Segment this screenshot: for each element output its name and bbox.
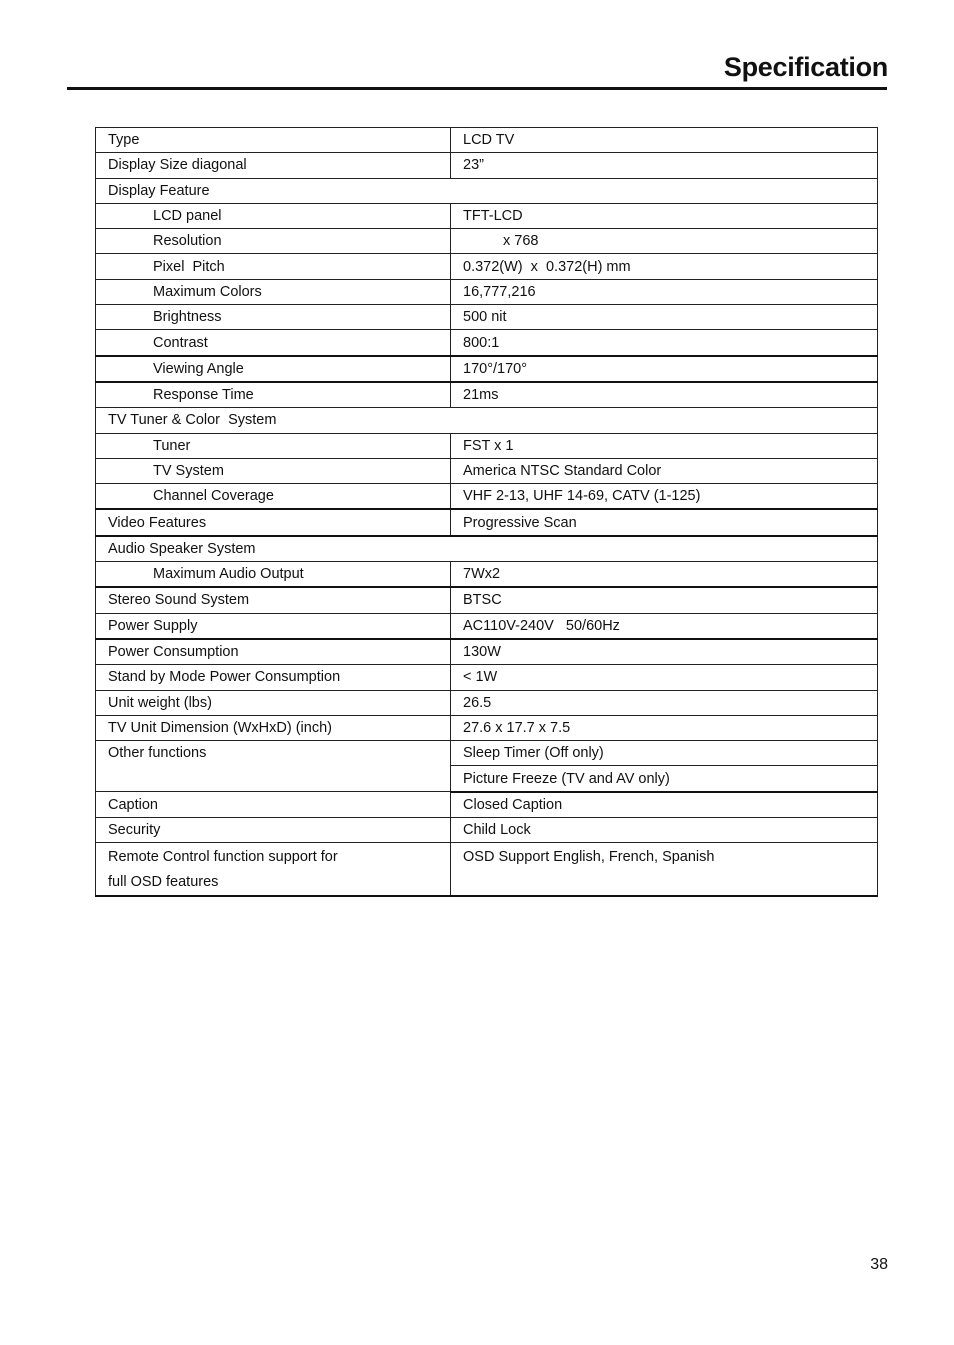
spec-value: x 768 <box>451 229 878 254</box>
table-row <box>96 715 878 740</box>
spec-value: Closed Caption <box>451 792 878 818</box>
table-row <box>96 305 878 330</box>
table-row <box>96 279 878 304</box>
spec-value: 7Wx2 <box>451 562 878 588</box>
section-row <box>96 536 878 562</box>
spec-label: Unit weight (lbs) <box>96 690 451 715</box>
page-number: 38 <box>870 1256 888 1273</box>
spec-label: Caption <box>96 792 451 818</box>
spec-label: Maximum Audio Output <box>96 562 451 588</box>
spec-value: Progressive Scan <box>451 509 878 535</box>
spec-label: Stand by Mode Power Consumption <box>96 665 451 690</box>
section-row <box>96 178 878 203</box>
spec-label-line: full OSD features <box>108 874 219 891</box>
spec-value: 130W <box>451 639 878 665</box>
table-row <box>96 562 878 588</box>
table-row <box>96 613 878 639</box>
table-row <box>96 254 878 279</box>
spec-label: Type <box>96 128 451 153</box>
spec-value: 0.372(W) x 0.372(H) mm <box>451 254 878 279</box>
spec-label: Power Supply <box>96 613 451 639</box>
table-row <box>96 741 878 766</box>
spec-value: AC110V-240V 50/60Hz <box>451 613 878 639</box>
spec-value: 800:1 <box>451 330 878 356</box>
table-row <box>96 509 878 535</box>
spec-value: VHF 2-13, UHF 14-69, CATV (1-125) <box>451 484 878 510</box>
table-row <box>96 458 878 483</box>
spec-value: Picture Freeze (TV and AV only) <box>451 766 878 792</box>
table-row <box>96 792 878 818</box>
spec-value: 23” <box>451 153 878 178</box>
table-row <box>96 484 878 510</box>
spec-label: Stereo Sound System <box>96 587 451 613</box>
spec-label: Brightness <box>96 305 451 330</box>
spec-label: Video Features <box>96 509 451 535</box>
table-row <box>96 382 878 408</box>
section-label: TV Tuner & Color System <box>96 408 878 433</box>
spec-value: America NTSC Standard Color <box>451 458 878 483</box>
spec-value: Child Lock <box>451 818 878 843</box>
table-row <box>96 665 878 690</box>
spec-label: Maximum Colors <box>96 279 451 304</box>
spec-label-line: Remote Control function support for <box>108 849 338 866</box>
table-row <box>96 330 878 356</box>
section-label: Display Feature <box>96 178 878 203</box>
spec-label: Pixel Pitch <box>96 254 451 279</box>
spec-table <box>95 127 878 897</box>
spec-label: Viewing Angle <box>96 356 451 382</box>
spec-label: Resolution <box>96 229 451 254</box>
spec-value: TFT-LCD <box>451 203 878 228</box>
spec-value: FST x 1 <box>451 433 878 458</box>
spec-value: 27.6 x 17.7 x 7.5 <box>451 715 878 740</box>
table-row <box>96 153 878 178</box>
table-row <box>96 203 878 228</box>
spec-value: 26.5 <box>451 690 878 715</box>
table-row <box>96 356 878 382</box>
title-rule <box>67 87 887 90</box>
spec-value: LCD TV <box>451 128 878 153</box>
spec-label: Other functions <box>96 741 451 792</box>
table-row <box>96 128 878 153</box>
spec-label: Channel Coverage <box>96 484 451 510</box>
spec-label <box>96 843 451 897</box>
spec-label: TV Unit Dimension (WxHxD) (inch) <box>96 715 451 740</box>
spec-value: Sleep Timer (Off only) <box>451 741 878 766</box>
spec-value: BTSC <box>451 587 878 613</box>
spec-value: < 1W <box>451 665 878 690</box>
table-row <box>96 690 878 715</box>
spec-label: Contrast <box>96 330 451 356</box>
spec-label: Security <box>96 818 451 843</box>
table-row <box>96 818 878 843</box>
page-title: Specification <box>723 52 888 82</box>
section-row <box>96 408 878 433</box>
spec-value: 16,777,216 <box>451 279 878 304</box>
table-row <box>96 433 878 458</box>
spec-value: 170°/170° <box>451 356 878 382</box>
spec-label: TV System <box>96 458 451 483</box>
table-row <box>96 229 878 254</box>
section-label: Audio Speaker System <box>96 536 878 562</box>
spec-label: Display Size diagonal <box>96 153 451 178</box>
spec-value: 500 nit <box>451 305 878 330</box>
spec-label: Tuner <box>96 433 451 458</box>
spec-value: 21ms <box>451 382 878 408</box>
table-row <box>96 639 878 665</box>
spec-label: Response Time <box>96 382 451 408</box>
spec-label: Power Consumption <box>96 639 451 665</box>
spec-label: LCD panel <box>96 203 451 228</box>
table-row <box>96 843 878 897</box>
spec-value: OSD Support English, French, Spanish <box>451 843 878 897</box>
table-row <box>96 587 878 613</box>
